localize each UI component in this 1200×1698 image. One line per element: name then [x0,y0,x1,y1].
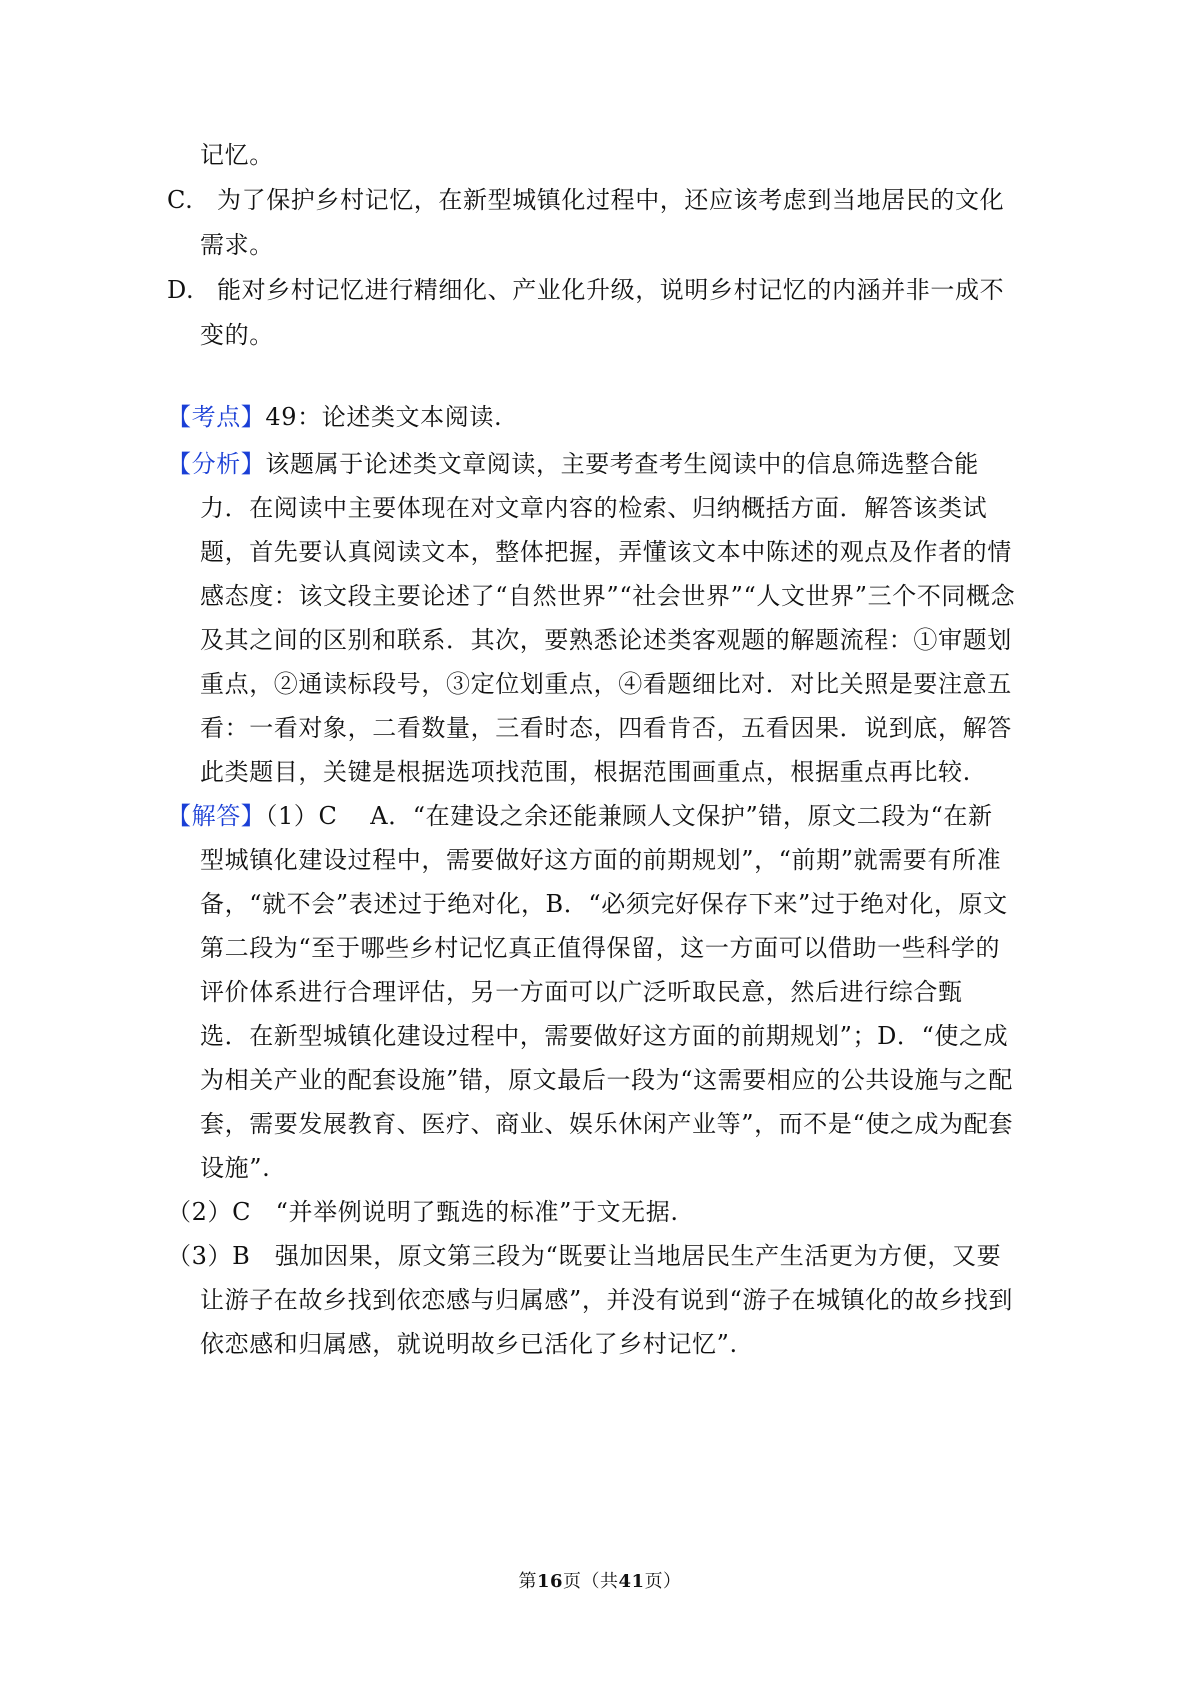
jieda-line: 选．在新型城镇化建设过程中，需要做好这方面的前期规划”；D．“使之成 [200,1022,1009,1050]
jieda-line: 备，“就不会”表述过于绝对化，B．“必须完好保存下来”过于绝对化，原文 [200,890,1008,918]
fenxi-line: 看：一看对象，二看数量，三看时态，四看肯否，五看因果．说到底，解答 [200,714,1012,742]
kaodian-text: 49：论述类文本阅读. [265,403,503,431]
page-footer [0,1570,1200,1594]
footer-page-number: 16 [536,1571,563,1592]
option-c-letter: C. [167,186,194,214]
jieda-line: 型城镇化建设过程中，需要做好这方面的前期规划”，“前期”就需要有所准 [200,846,1002,874]
jieda-tag: 【解答】 [167,802,266,830]
option-d-letter: D. [167,276,195,304]
jieda-line: （1）C A．“在建设之余还能兼顾人文保护”错，原文二段为“在新 [265,802,993,830]
option-b-tail: 记忆。 [200,141,274,169]
fenxi-tag: 【分析】 [167,450,266,478]
jieda-q3-line: 让游子在故乡找到依恋感与归属感”，并没有说到“游子在城镇化的故乡找到 [200,1286,1013,1314]
fenxi-line: 重点，②通读标段号，③定位划重点，④看题细比对．对比关照是要注意五 [200,670,1012,698]
fenxi-line: 及其之间的区别和联系．其次，要熟悉论述类客观题的解题流程：①审题划 [200,626,1012,654]
option-d-line1: 能对乡村记忆进行精细化、产业化升级，说明乡村记忆的内涵并非一成不 [217,276,1005,304]
jieda-line: 评价体系进行合理评估，另一方面可以广泛听取民意，然后进行综合甄 [200,978,963,1006]
jieda-line: 设施”. [200,1154,271,1182]
fenxi-line: 此类题目，关键是根据选项找范围，根据范围画重点，根据重点再比较. [200,758,971,786]
jieda-line: 为相关产业的配套设施”错，原文最后一段为“这需要相应的公共设施与之配 [200,1066,1013,1094]
jieda-q3-line: （3）B 强加因果，原文第三段为“既要让当地居民生产生活更为方便，又要 [167,1242,1002,1270]
footer-suffix: 页） [644,1571,682,1592]
jieda-line: 第二段为“至于哪些乡村记忆真正值得保留，这一方面可以借助一些科学的 [200,934,1001,962]
fenxi-line: 题，首先要认真阅读文本，整体把握，弄懂该文本中陈述的观点及作者的情 [200,538,1012,566]
kaodian-tag: 【考点】 [167,403,266,431]
footer-total-pages: 41 [618,1571,645,1592]
fenxi-row-first [167,447,979,481]
fenxi-line: 该题属于论述类文章阅读，主要考查考生阅读中的信息筛选整合能 [265,450,979,478]
kaodian-row [167,400,502,434]
option-c-line1: 为了保护乡村记忆，在新型城镇化过程中，还应该考虑到当地居民的文化 [217,186,1005,214]
jieda-q2: （2）C “并举例说明了甄选的标准”于文无据. [167,1198,679,1226]
fenxi-line: 力．在阅读中主要体现在对文章内容的检索、归纳概括方面．解答该类试 [200,494,988,522]
option-c-line2: 需求。 [200,231,274,259]
footer-mid: 页（共 [563,1571,619,1592]
jieda-row-first [167,799,993,833]
footer-prefix: 第 [518,1571,537,1592]
jieda-line: 套，需要发展教育、医疗、商业、娱乐休闲产业等”，而不是“使之成为配套 [200,1110,1013,1138]
fenxi-line: 感态度：该文段主要论述了“自然世界”“社会世界”“人文世界”三个不同概念 [200,582,1016,610]
jieda-q3-line: 依恋感和归属感，就说明故乡已活化了乡村记忆”. [200,1330,738,1358]
option-d-line2: 变的。 [200,321,274,349]
